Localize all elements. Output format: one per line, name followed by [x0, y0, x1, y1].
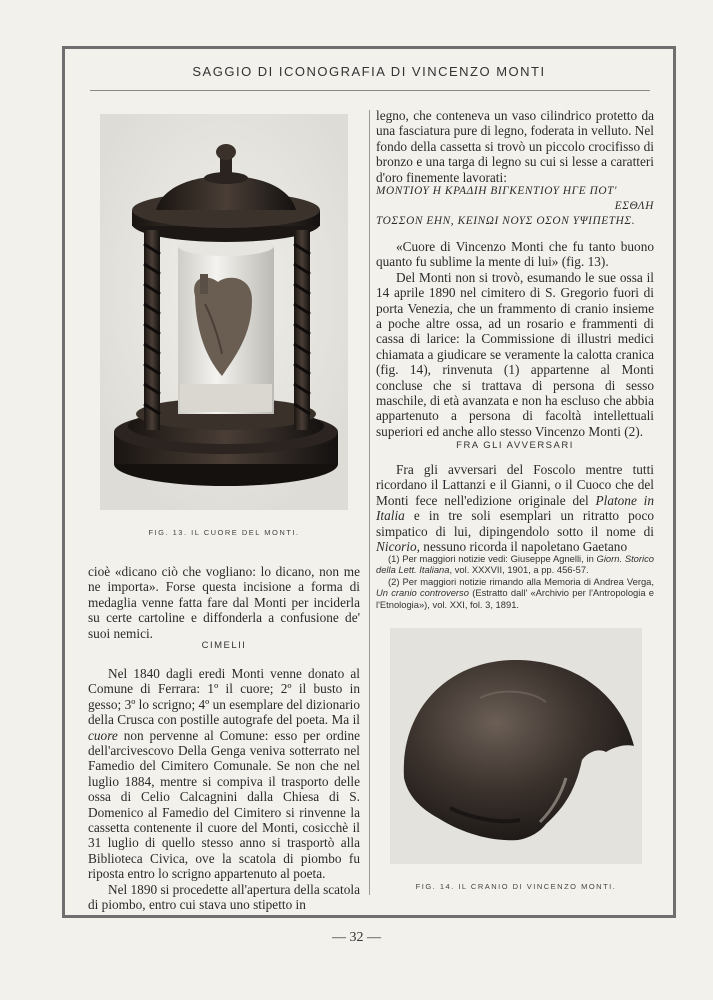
- right-column-avversari: [376, 462, 654, 554]
- figure-13-heart-photo: [100, 114, 348, 510]
- skull-fragment-illustration: [390, 628, 642, 864]
- heart-reliquary-illustration: [100, 114, 348, 510]
- right-para-1: legno, che conteneva un vaso cilindrico protetto da una fasciatura pure di legno, foderata in velluto. Nel fondo della cassetta si trovò un piccolo crocifisso di bronzo e una targa di legno su cui si lesse a caratteri d'oro finemente lavorati:: [376, 108, 654, 185]
- header-rule: [90, 90, 650, 91]
- left-para-2a: Nel 1840 dagli eredi Monti venne donato al Comune di Ferrara: 1º il cuore; 2º il busto in gesso; 3º lo scrigno; 4º un esemplare del dizionario della Crusca con postille autografe del poeta. Ma il: [88, 666, 360, 728]
- footnote-1b: , vol. XXXVII, 1901, a pp. 456-57.: [449, 564, 589, 576]
- right-para-2: «Cuore di Vincenzo Monti che fu tanto buono quanto fu sublime la mente di lui» (fig. 13).: [376, 239, 654, 270]
- footnote-2-italic: Un cranio controverso: [376, 587, 469, 599]
- right-para-3: Del Monti non si trovò, esumando le sue ossa il 14 aprile 1890 nel cimitero di S. Gregorio fuori di porta Venezia, che un frammento di cranio insieme a poche altre ossa, ad un rosario e frammenti di cassa di larice: la Commissione di illustri medici chiamata a giudicare se veramente la calotta cranica (fig. 14), rinvenuta (1) appartenne al Monti concluse che si trattava di persona di sesso maschile, di età avanzata e non ha escluso che abbia appartenuto a persona di facoltà intellettuali superiori ed anche allo stesso Vincenzo Monti (2).: [376, 269, 654, 439]
- right-column-body: [376, 239, 654, 439]
- right-para-4a: Fra gli avversari del Foscolo mentre tutti ricordano il Lattanzi e il Gianni, o il Cuoco che del Monti fece nell'edizione originale del: [376, 462, 654, 508]
- footnote-2: [376, 576, 654, 610]
- left-para-1-text: cioè «dicano ciò che vogliano: lo dicano, non me ne importa». Forse questa incisione a forma di medaglia venne fatta fare dal Monti per inciderla su certe cartoline e diffonderla a confusione de' suoi nemici.: [88, 564, 360, 641]
- section-heading-avversari: FRA GLI AVVERSARI: [456, 440, 574, 451]
- left-column-para-1: [88, 564, 360, 641]
- footnote-2b: (Estratto dall' «Archivio per l'Antropologia e l'Etnologia»), vol. XXI, fol. 3, 1891.: [376, 587, 654, 610]
- greek-line-1: ΜΟΝΤΙΟΥ Η ΚΡΑΔΙΗ ΒΙΓΚΕΝΤΙΟΥ ΗΓΕ ΠΟΤ': [376, 185, 618, 197]
- right-para-4c: , nessuno ricorda il napoletano Gaetano: [416, 539, 628, 555]
- left-para-2-italic: cuore: [88, 727, 118, 743]
- right-para-4: [376, 462, 654, 554]
- page-number: — 32 —: [332, 930, 381, 945]
- footnotes: [376, 553, 654, 610]
- figure-13-caption: FIG. 13. IL CUORE DEL MONTI.: [148, 528, 300, 537]
- left-para-2: [88, 666, 360, 882]
- greek-line-2: ΕΣΘΛΗ: [614, 200, 654, 212]
- right-para-4-italic-2: Nicorio: [376, 539, 417, 555]
- column-rule: [369, 110, 370, 895]
- right-para-4b: e in tre soli esemplari un ritratto poco simpatico di lui, dipingendolo sotto il nome di: [376, 508, 654, 539]
- figure-14-skull-photo: [390, 628, 642, 864]
- left-column-body: [88, 666, 360, 913]
- footnote-2a: (2) Per maggiori notizie rimando alla Memoria di Andrea Verga,: [388, 575, 654, 587]
- footnote-1: [376, 553, 654, 576]
- right-column-top: [376, 108, 654, 185]
- footnote-1a: (1) Per maggiori notizie vedi: Giuseppe Agnelli, in: [388, 553, 597, 564]
- left-para-2b: non pervenne al Comune: esso per ordine dell'arcivescovo Della Genga veniva sotterrato nel Famedio del Cimitero Comunale. Se non che nel luglio 1884, mentre si compiva il trasporto delle ossa di Celio Calcagnini dalla Chiesa di S. Domenico al Famedio del Cimitero si rinvenne la cassetta contenente il cuore del Monti, cosicchè il 31 luglio di quello stesso anno si trasportò alla Biblioteca Civica, ove la scatola di piombo fu riposta entro lo scrigno appartenuto al poeta.: [88, 727, 360, 882]
- left-para-3: Nel 1890 si procedette all'apertura della scatola di piombo, entro cui stava uno stipetto in: [88, 881, 360, 913]
- right-para-4-italic-1: Platone in Italia: [376, 492, 654, 524]
- figure-14-caption: FIG. 14. IL CRANIO DI VINCENZO MONTI.: [415, 882, 617, 891]
- greek-line-3: ΤΟΣΣΟΝ ΕΗΝ, ΚΕΙΝΩΙ ΝΟΥΣ ΟΣΟΝ ΥΨΙΠΕΤΗΣ.: [376, 215, 636, 227]
- section-heading-cimelii: CIMELII: [201, 640, 247, 651]
- footnote-1-italic: Giorn. Storico della Lett. Italiana: [376, 553, 655, 576]
- running-header: SAGGIO DI ICONOGRAFIA DI VINCENZO MONTI: [192, 64, 546, 79]
